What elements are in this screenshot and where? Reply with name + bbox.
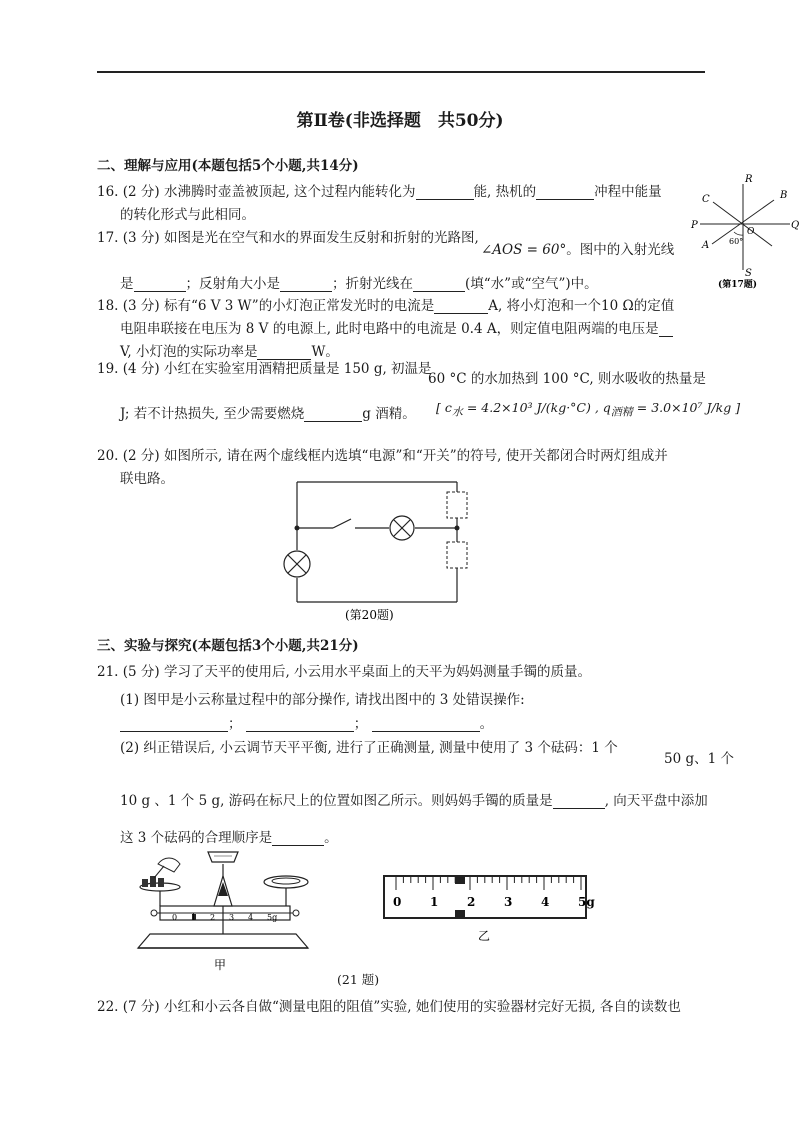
- q17-caption: (第17题): [718, 280, 758, 290]
- q21-line1: 21. (5 分) 学习了天平的使用后, 小云用水平桌面上的天平为妈妈测量手镯的质量。: [97, 664, 592, 680]
- q19-line1: 19. (4 分) 小红在实验室用酒精把质量是 150 g, 初温是: [97, 361, 432, 377]
- balance-tick-label: 2: [210, 913, 216, 922]
- q19-line2: J; 若不计热损失, 至少需要燃烧 g 酒精。: [120, 406, 416, 422]
- q21-part2b: 50 g、1 个: [664, 751, 735, 767]
- q17-label-angle: 60°: [729, 237, 744, 246]
- q21-blank3[interactable]: [372, 717, 480, 732]
- balance-tick-label: 0: [172, 913, 178, 922]
- rider-marker-top: [455, 876, 465, 884]
- scale-tick-label: 1: [430, 895, 439, 909]
- q18-blank1[interactable]: [434, 299, 488, 314]
- dashed-box-bottom[interactable]: [447, 542, 467, 568]
- q21-blank1[interactable]: [120, 717, 228, 732]
- q21-caption: (21 题): [337, 972, 380, 987]
- section3-heading: 三、实验与探究(本题包括3个小题,共21分): [97, 638, 359, 654]
- q17-formula-line: ∠AOS = 60°。图中的入射光线: [481, 242, 675, 258]
- q17-blank2[interactable]: [280, 277, 332, 292]
- q21-part3: 10 g 、1 个 5 g, 游码在标尺上的位置如图乙所示。则妈妈手镯的质量是 , 向天平盘中添加: [120, 793, 708, 809]
- q22-line1: 22. (7 分) 小红和小云各自做“测量电阻的阻值”实验, 她们使用的实验器材完好无损, 各自的读数也: [97, 999, 681, 1015]
- q17-formula: ∠AOS = 60°: [481, 242, 567, 258]
- q17-line2: 是 ；反射角大小是 ；折射光线在 (填“水”或“空气”)中。: [120, 276, 598, 292]
- page-title: 第Ⅱ卷(非选择题 共50分): [296, 111, 504, 131]
- q21-blank2[interactable]: [246, 717, 354, 732]
- scale-tick-label: 0: [393, 895, 402, 909]
- balance-tick-label: 3: [229, 913, 235, 922]
- scale-tick-label: 5g: [578, 895, 595, 909]
- rider-scale-figure: [382, 872, 595, 943]
- q16-blank1[interactable]: [416, 185, 474, 200]
- dashed-box-top[interactable]: [447, 492, 467, 518]
- scale-tick-label: 4: [541, 895, 550, 909]
- scale-tick-label: 3: [504, 895, 513, 909]
- q20-caption: (第20题): [345, 608, 394, 622]
- q19-line1b: 60 °C 的水加热到 100 °C, 则水吸收的热量是: [428, 371, 706, 387]
- q20-circuit-figure: [285, 478, 475, 623]
- q17-label-a: A: [702, 240, 710, 251]
- rider-marker-bottom: [455, 910, 465, 918]
- q17-label-c: C: [702, 194, 710, 205]
- q21-part4: 这 3 个砝码的合理顺序是 。: [120, 830, 338, 846]
- q16-blank2[interactable]: [536, 185, 594, 200]
- balance-tick-label: 5g: [267, 913, 278, 922]
- q21-blank4[interactable]: [553, 794, 605, 809]
- q17-label-b: B: [780, 190, 788, 201]
- q21-part1: (1) 图甲是小云称量过程中的部分操作, 请找出图中的 3 处错误操作:: [120, 692, 525, 708]
- q17-label-s: S: [745, 268, 752, 279]
- caption-jia: 甲: [214, 958, 227, 972]
- q20-line2: 联电路。: [120, 471, 174, 487]
- balance-figure: [128, 842, 318, 972]
- scale-tick-label: 2: [467, 895, 476, 909]
- caption-yi: 乙: [478, 929, 491, 943]
- section2-heading: 二、理解与应用(本题包括5个小题,共14分): [97, 158, 359, 174]
- lamp-middle-icon: [390, 516, 414, 540]
- q16-line1: 16. (2 分) 水沸腾时壶盖被顶起, 这个过程内能转化为 能, 热机的 冲程中能量: [97, 184, 662, 200]
- top-rule: [97, 71, 705, 73]
- q17-blank3[interactable]: [413, 277, 465, 292]
- lamp-left-icon: [284, 551, 310, 577]
- q17-label-o: O: [747, 227, 755, 237]
- q21-blanks: ； ； 。: [120, 712, 493, 732]
- q19-blank1[interactable]: [304, 407, 362, 422]
- balance-tick-label: 1: [191, 913, 197, 922]
- q19-constants: [ $c_水 = 4.2\times 10^3$ J/(kg·°C) , $q_{酒精} = 3.0\times 10^7$ J/kg ]: [436, 400, 741, 419]
- q18-line2: 电阻串联接在电压为 8 V 的电源上, 此时电路中的电流是 0.4 A，则定值电阻两端的电压是: [120, 317, 673, 337]
- q18-blank2[interactable]: [659, 322, 673, 337]
- q17-label-p: P: [691, 220, 698, 231]
- q16-line2: 的转化形式与此相同。: [120, 207, 255, 223]
- q17-label-q: Q: [791, 220, 800, 231]
- balance-tick-label: 4: [248, 913, 254, 922]
- q20-line1: 20. (2 分) 如图所示, 请在两个虚线框内选填“电源”和“开关”的符号, 使开关都闭合时两灯组成并: [97, 448, 668, 464]
- q17-light-path-figure: [690, 172, 800, 290]
- q17-blank1[interactable]: [134, 277, 186, 292]
- q17-label-r: R: [745, 174, 753, 185]
- switch-symbol: [333, 519, 351, 528]
- q18-line3: V, 小灯泡的实际功率是 W。: [120, 344, 339, 360]
- q21-part2: (2) 纠正错误后, 小云调节天平平衡, 进行了正确测量, 测量中使用了 3 个砝码：1 个: [120, 740, 618, 756]
- q18-line1: 18. (3 分) 标有“6 V 3 W”的小灯泡正常发光时的电流是 A, 将小灯泡和一个10 Ω的定值: [97, 298, 675, 314]
- q17-line1: 17. (3 分) 如图是光在空气和水的界面发生反射和折射的光路图,: [97, 230, 479, 246]
